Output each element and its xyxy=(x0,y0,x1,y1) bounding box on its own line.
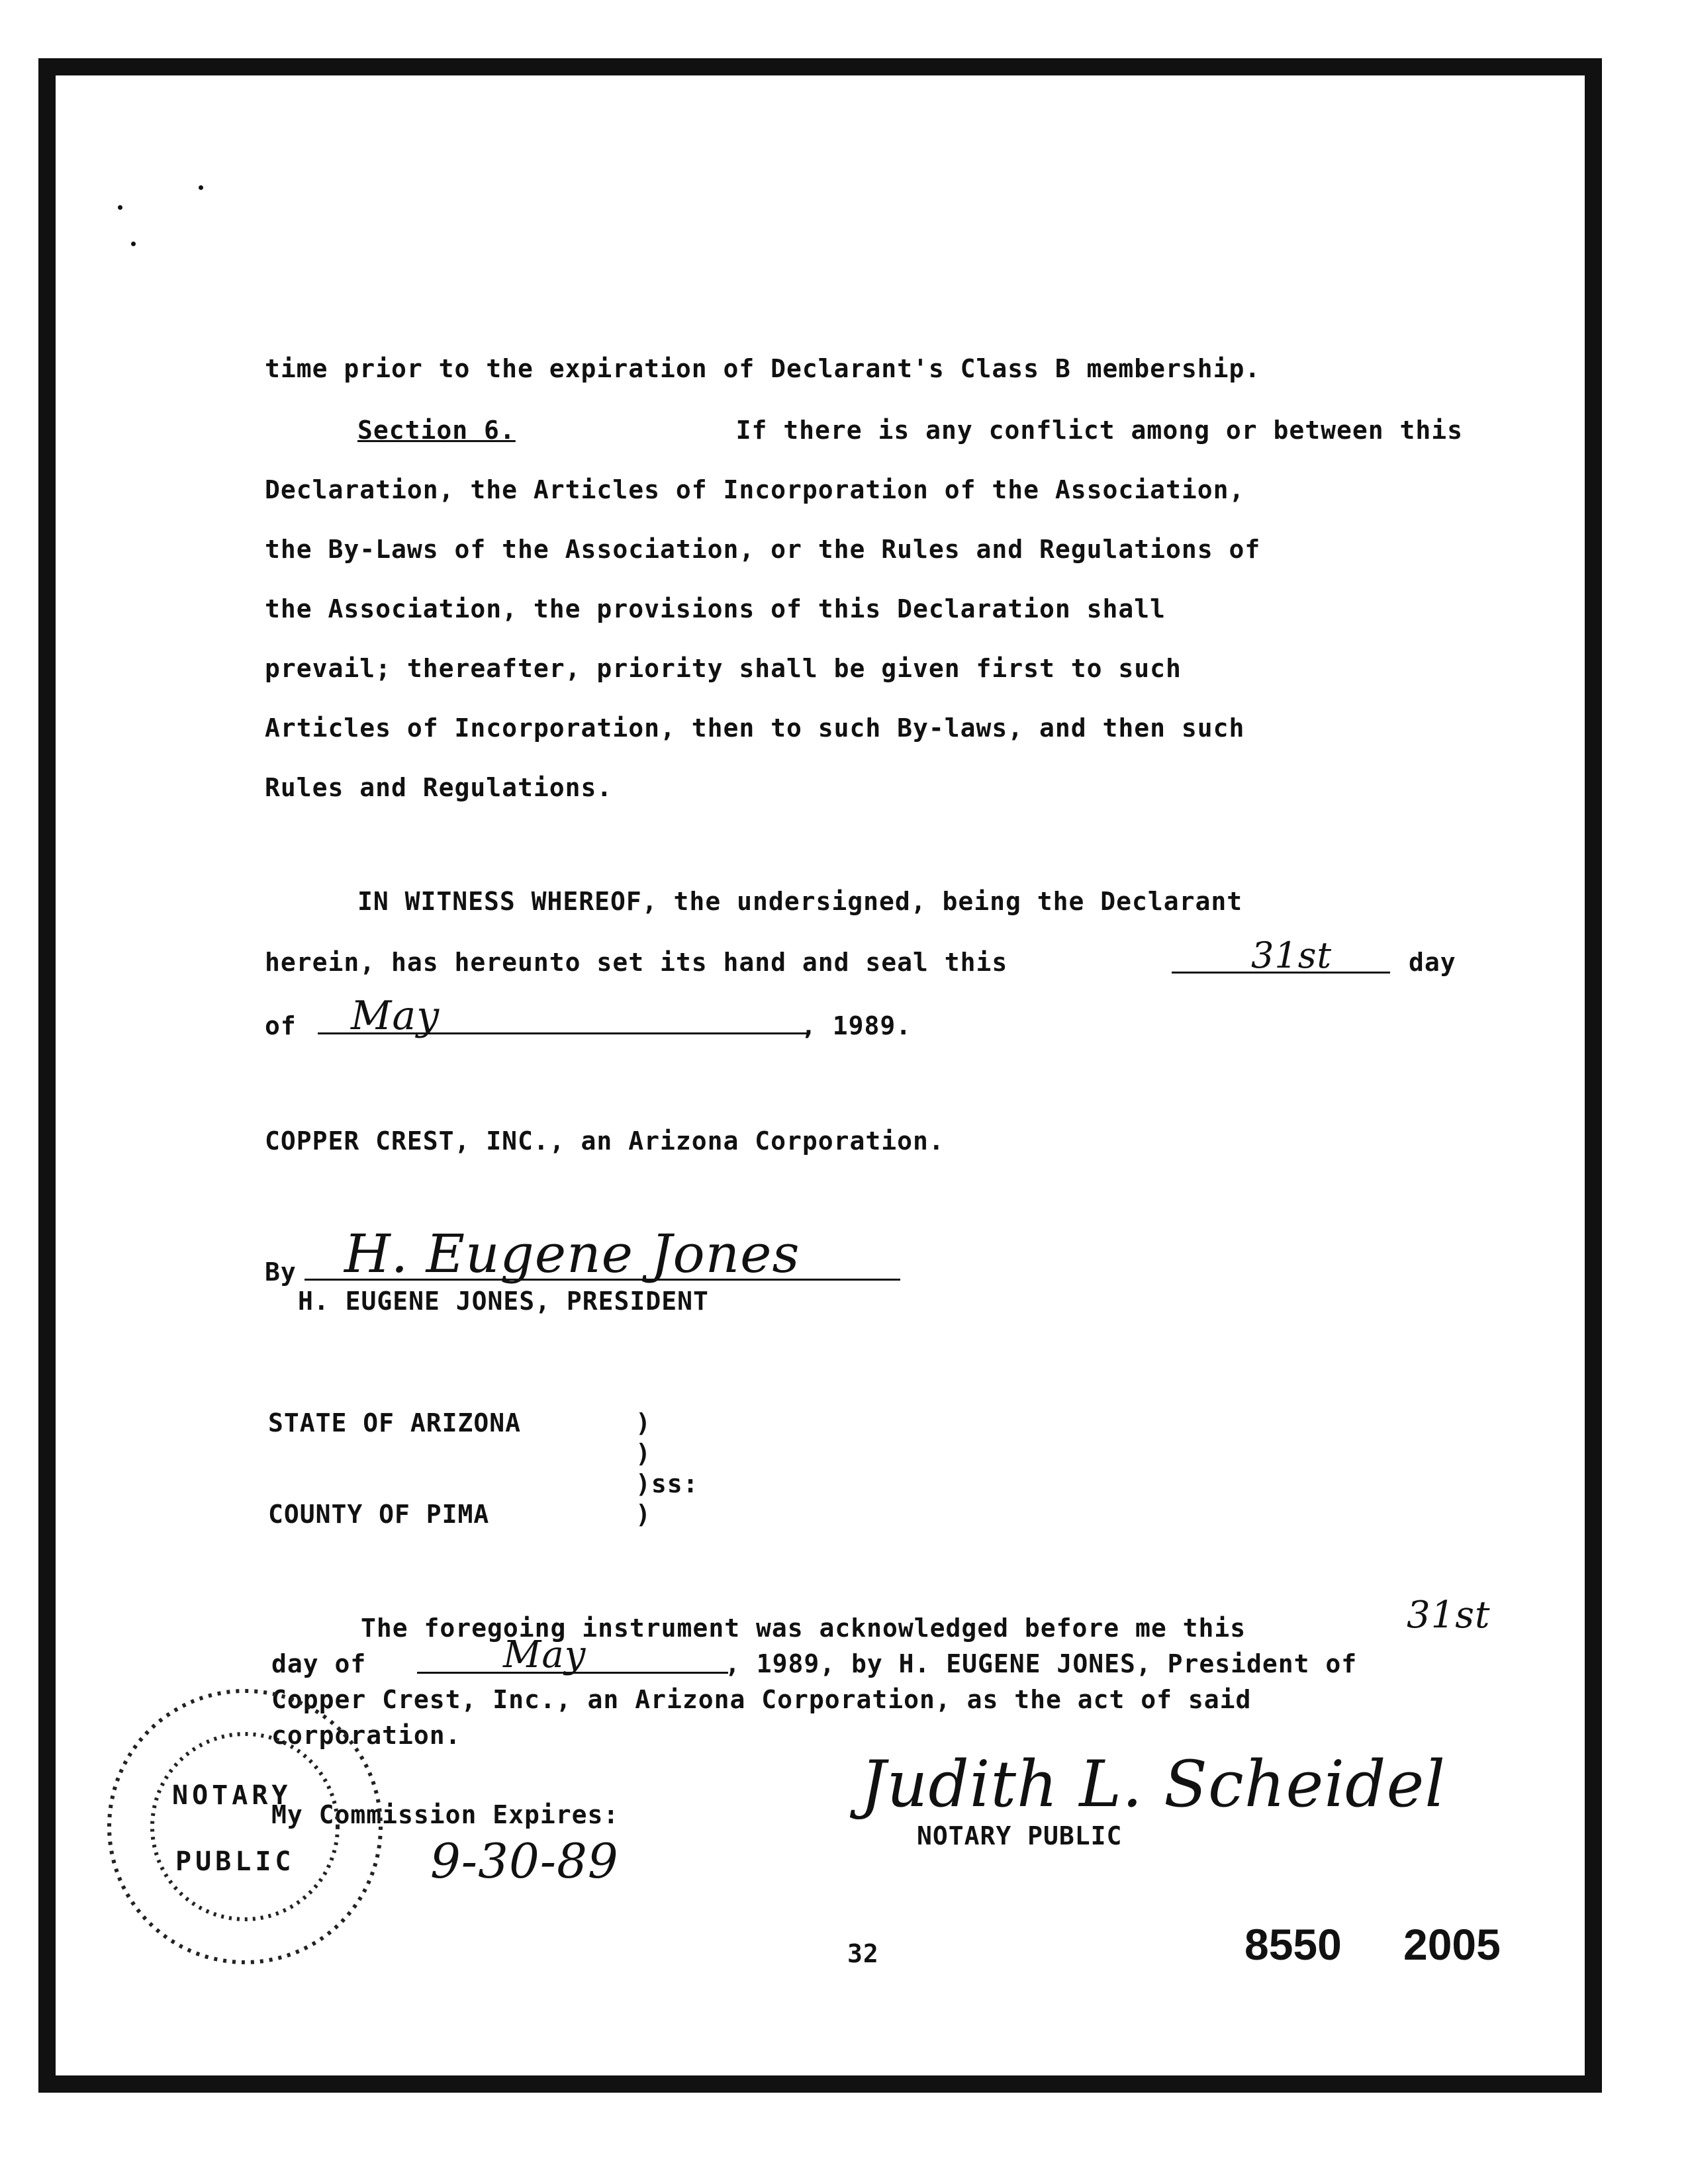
handwritten-ack-day: 31st xyxy=(1407,1594,1491,1637)
scan-speck xyxy=(118,205,122,210)
section-label: Section 6. xyxy=(357,416,516,445)
venue-county: COUNTY OF PIMA xyxy=(268,1500,490,1529)
document-number: 8550 xyxy=(1244,1920,1342,1969)
ack-line: day of xyxy=(271,1649,367,1678)
handwritten-month: May xyxy=(351,993,440,1039)
section-heading xyxy=(357,416,516,445)
notary-label: NOTARY PUBLIC xyxy=(917,1821,1123,1850)
handwritten-commission-date: 9-30-89 xyxy=(430,1833,619,1889)
ack-line: Copper Crest, Inc., an Arizona Corporation, as the act of said xyxy=(271,1685,1252,1714)
seal-graphic xyxy=(99,1681,391,1972)
president-signature: H. Eugene Jones xyxy=(344,1223,800,1285)
page-number: 32 xyxy=(847,1939,879,1968)
witness-line: of xyxy=(265,1011,297,1040)
signer-name: H. EUGENE JONES, PRESIDENT xyxy=(298,1287,709,1316)
handwritten-ack-month: May xyxy=(503,1633,586,1676)
witness-line: , 1989. xyxy=(801,1011,912,1040)
document-number: 2005 xyxy=(1403,1920,1501,1969)
by-label: By xyxy=(265,1257,297,1287)
text-line: the By-Laws of the Association, or the Rules and Regulations of xyxy=(265,535,1261,564)
text-line: Rules and Regulations. xyxy=(265,773,613,802)
notary-signature: Judith L. Scheidel xyxy=(861,1747,1446,1821)
venue-paren: ) xyxy=(635,1408,651,1437)
venue-state: STATE OF ARIZONA xyxy=(268,1408,522,1437)
text-line: prevail; thereafter, priority shall be given first to such xyxy=(265,654,1182,683)
scan-speck xyxy=(199,185,203,190)
witness-line: herein, has hereunto set its hand and seal this xyxy=(265,948,1008,977)
text-line: the Association, the provisions of this Declaration shall xyxy=(265,594,1166,623)
ack-line: corporation. xyxy=(271,1721,461,1750)
venue-ss: )ss: xyxy=(635,1469,699,1498)
company-name: COPPER CREST, INC., an Arizona Corporation. xyxy=(265,1126,945,1156)
venue-paren: ) xyxy=(635,1439,651,1468)
scan-speck xyxy=(131,242,136,246)
ack-line: The foregoing instrument was acknowledged before me this xyxy=(361,1614,1246,1643)
stamp-text: NOTARY xyxy=(172,1780,292,1811)
notary-seal-stamp xyxy=(99,1681,391,1972)
witness-line: day xyxy=(1409,948,1456,977)
text-line: Articles of Incorporation, then to such By-laws, and then such xyxy=(265,713,1245,743)
ack-line: , 1989, by H. EUGENE JONES, President of xyxy=(725,1649,1358,1678)
text-line: time prior to the expiration of Declarant's Class B membership. xyxy=(265,354,1261,383)
text-line: Declaration, the Articles of Incorporation of the Association, xyxy=(265,475,1245,504)
venue-paren: ) xyxy=(635,1500,651,1529)
handwritten-day: 31st xyxy=(1251,934,1333,976)
commission-label: My Commission Expires: xyxy=(271,1800,620,1829)
stamp-text: PUBLIC xyxy=(175,1846,295,1877)
text-line: If there is any conflict among or between this xyxy=(735,416,1463,445)
witness-line: IN WITNESS WHEREOF, the undersigned, being the Declarant xyxy=(357,887,1243,916)
